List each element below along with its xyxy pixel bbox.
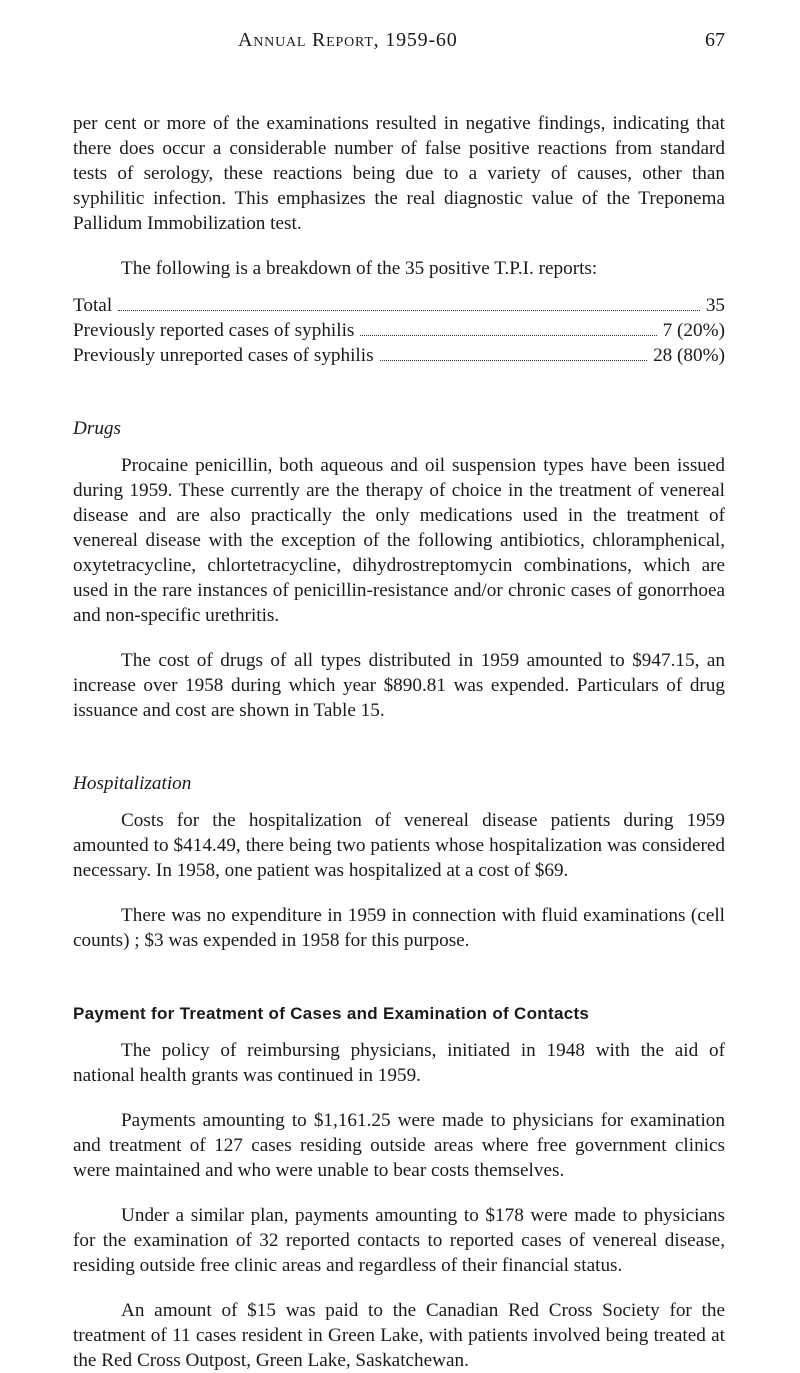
section-heading-hospitalization: Hospitalization <box>73 773 192 794</box>
breakdown-row-previously-reported <box>73 318 725 343</box>
dot-leader <box>118 310 700 311</box>
paragraph-hospitalization-2: There was no expenditure in 1959 in connection with fluid examinations (cell counts) ; $3 was expended in 1958 for this purpose. <box>73 905 725 951</box>
page-number: 67 <box>705 29 725 51</box>
paragraph-drugs-1: Procaine penicillin, both aqueous and oil suspension types have been issued during 1959. These currently are the therapy of choice in the treatment of venereal disease and are also practically the only medications used in the treatment of venereal disease with the exception of the following antibiotics, chloramphenical, oxytetracycline, chlortetracycline, dihydrostreptomycin combinations, which are used in the rare instances of penicillin-resistance and/or chronic cases of gonorrhoea and non-specific urethritis. <box>73 455 725 626</box>
dot-leader <box>380 360 648 361</box>
breakdown-row-previously-unreported <box>73 343 725 368</box>
paragraph-breakdown-intro: The following is a breakdown of the 35 positive T.P.I. reports: <box>121 258 598 279</box>
breakdown-label: Previously reported cases of syphilis <box>73 320 355 341</box>
paragraph-payment-1: The policy of reimbursing physicians, initiated in 1948 with the aid of national health grants was continued in 1959. <box>73 1040 725 1086</box>
paragraph-payment-2: Payments amounting to $1,161.25 were made to physicians for examination and treatment of 127 cases residing outside areas where free government clinics were maintained and who were unable to bear costs themselves. <box>73 1110 725 1181</box>
breakdown-label: Previously unreported cases of syphilis <box>73 345 374 366</box>
dot-leader <box>360 335 656 336</box>
page-content <box>73 111 725 1373</box>
paragraph-hospitalization-1: Costs for the hospitalization of venereal disease patients during 1959 amounted to $414.49, there being two patients whose hospitalization was considered necessary. In 1958, one patient was hospitalized at a cost of $69. <box>73 810 725 881</box>
paragraph-payment-4: An amount of $15 was paid to the Canadian Red Cross Society for the treatment of 11 cases resident in Green Lake, with patients involved being treated at the Red Cross Outpost, Green Lake, Saskatchewan. <box>73 1300 725 1371</box>
breakdown-value: 28 (80%) <box>653 345 725 366</box>
paragraph-payment-3: Under a similar plan, payments amounting to $178 were made to physicians for the examination of 32 reported contacts to reported cases of venereal disease, residing outside free clinic areas and regardless of their financial status. <box>73 1205 725 1276</box>
section-heading-drugs: Drugs <box>73 418 121 439</box>
breakdown-row-total <box>73 293 725 318</box>
breakdown-value: 35 <box>705 295 725 316</box>
running-header <box>73 28 725 54</box>
section-heading-payment: Payment for Treatment of Cases and Examination of Contacts <box>73 1004 590 1023</box>
paragraph-tpi-findings: per cent or more of the examinations resulted in negative findings, indicating that there does occur a considerable number of false positive reactions from standard tests of serology, these reactions being due to a variety of causes, other than syphilitic infection. This emphasizes the real diagnostic value of the Treponema Pallidum Immobilization test. <box>73 113 725 234</box>
paragraph-drugs-2: The cost of drugs of all types distributed in 1959 amounted to $947.15, an increase over 1958 during which year $890.81 was expended. Particulars of drug issuance and cost are shown in Table 15. <box>73 650 725 721</box>
breakdown-label: Total <box>73 295 113 316</box>
running-title: Annual Report, 1959-60 <box>238 29 458 51</box>
breakdown-value: 7 (20%) <box>662 320 725 341</box>
